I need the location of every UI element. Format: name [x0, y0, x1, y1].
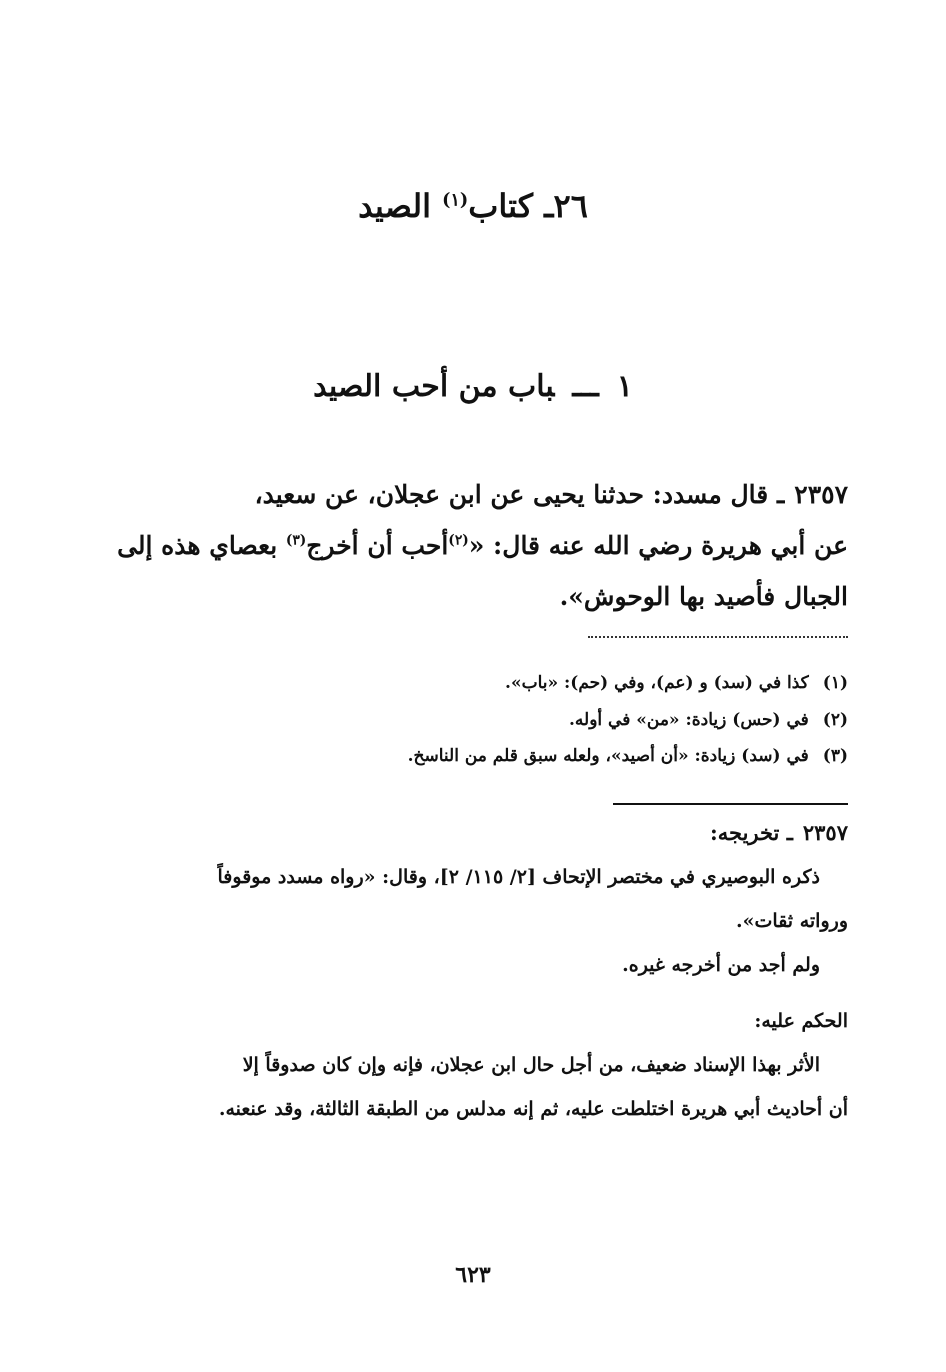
hadith-line-2-part-3: بعصاي هذه إلى [117, 531, 286, 560]
footnote-ref-2: (٢) [448, 532, 469, 549]
takhrij-line-1: ذكره البوصيري في مختصر الإتحاف [٢/ ١١٥/ ٢]، وقال: «رواه مسدد موقوفاً [217, 866, 820, 888]
footnote-1-marker: (١) [822, 673, 848, 693]
takhrij-heading-text: ـ تخريجه: [710, 820, 793, 845]
chapter-footnote-ref: (١) [442, 189, 469, 211]
hadith-line-3 [126, 584, 848, 609]
takhrij-heading [126, 822, 848, 843]
hadith-line-2 [117, 531, 848, 560]
takhrij-separator-rule [613, 803, 848, 805]
section-title-text: باب من أحب الصيد [313, 369, 555, 404]
chapter-subject: الصيد [358, 187, 431, 225]
section-dash: ـــ [572, 369, 599, 404]
ruling-heading: الحكم عليه: [754, 1010, 848, 1032]
takhrij-line-2: ورواته ثقات». [736, 910, 848, 932]
footnote-3-marker: (٣) [822, 746, 848, 766]
footnote-ref-3: (٣) [285, 532, 307, 549]
hadith-line-2-part-2: أحب أن أخرج [306, 531, 449, 560]
footnote-1-text: كذا في (سد) و (عم)، وفي (حم): «باب». [505, 673, 809, 693]
page-number: ٦٢٣ [455, 1262, 491, 1288]
hadith-line-1 [126, 482, 848, 507]
takhrij-number: ٢٣٥٧ [802, 820, 848, 845]
hadith-line-2-part-1: عن أبي هريرة رضي الله عنه قال: « [468, 531, 848, 560]
footnote-3-text: في (سد) زيادة: «أن أصيد»، ولعله سبق قلم من الناسخ. [407, 746, 809, 766]
chapter-title [0, 187, 946, 225]
chapter-word: كتاب [468, 187, 533, 225]
section-number: ١ [616, 369, 633, 404]
footnote-1 [126, 675, 848, 692]
footnote-2-text: في (حس) زيادة: «من» في أوله. [568, 710, 809, 730]
chapter-dash: ـ [544, 187, 554, 225]
hadith-line-3-text: الجبال فأصيد بها الوحوش». [559, 582, 848, 611]
chapter-number: ٢٦ [553, 187, 588, 225]
ruling-line-1: الأثر بهذا الإسناد ضعيف، من أجل حال ابن عجلان، فإنه وإن كان صدوقاً إلا [242, 1054, 820, 1076]
footnote-3 [126, 748, 848, 765]
takhrij-line-3: ولم أجد من أخرجه غيره. [622, 954, 820, 976]
footnote-2-marker: (٢) [822, 710, 848, 730]
hadith-line-1-text: ـ قال مسدد: حدثنا يحيى عن ابن عجلان، عن سعيد، [254, 480, 785, 509]
footnote-2 [126, 712, 848, 729]
hadith-number: ٢٣٥٧ [794, 480, 848, 509]
section-title [0, 369, 946, 404]
footnote-separator [588, 636, 848, 638]
ruling-line-2: أن أحاديث أبي هريرة اختلطت عليه، ثم إنه مدلس من الطبقة الثالثة، وقد عنعنه. [218, 1098, 848, 1120]
